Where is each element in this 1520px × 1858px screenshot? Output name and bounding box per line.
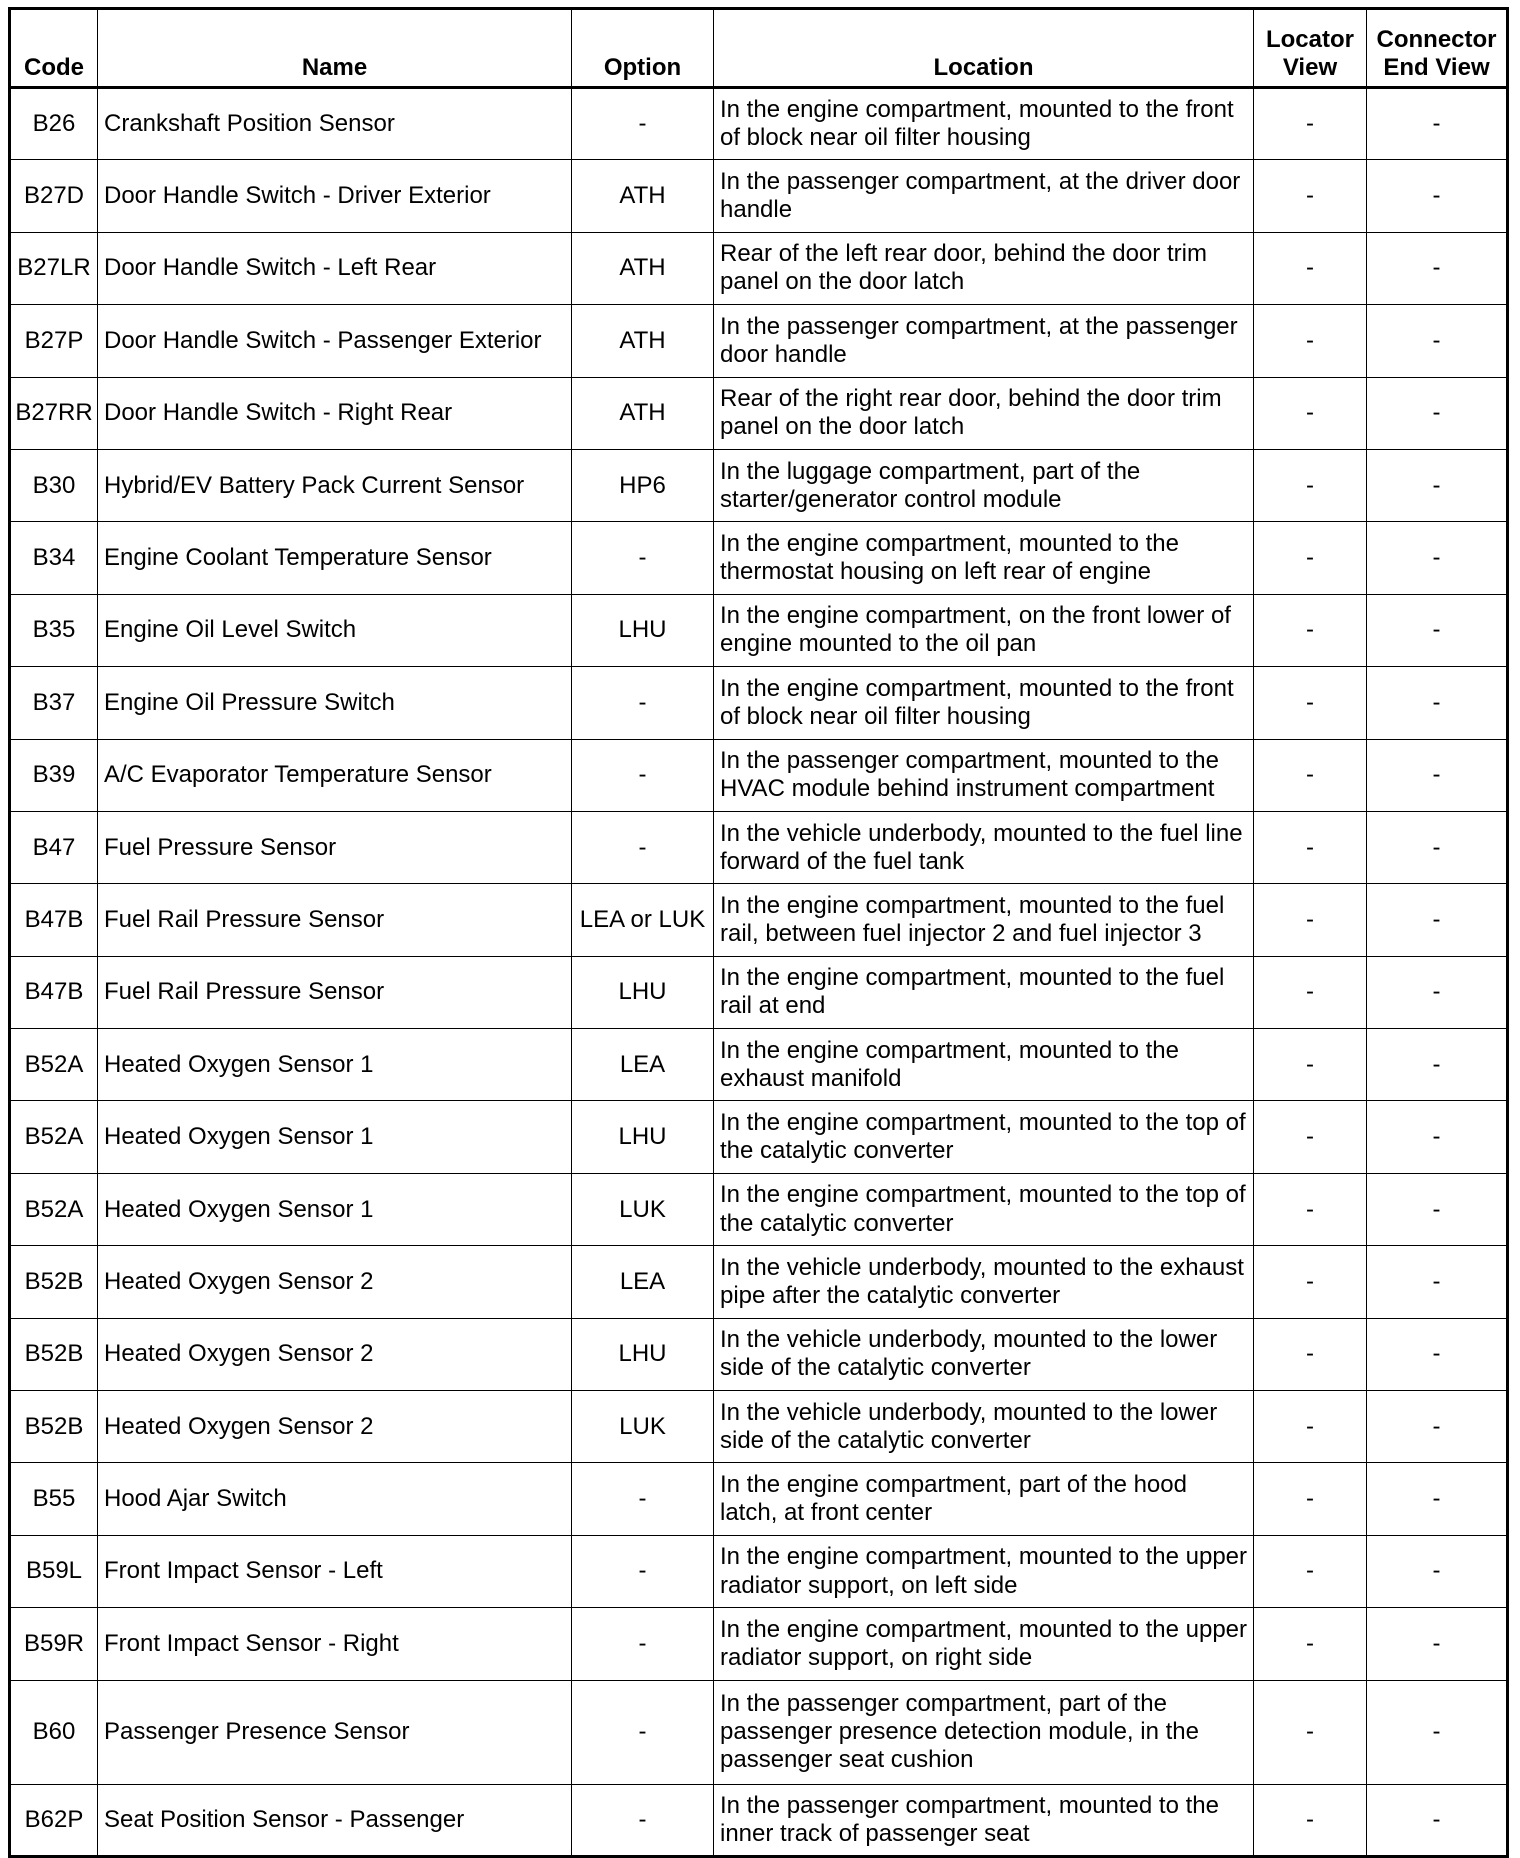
cell-location: In the passenger compartment, at the passenger door handle (714, 305, 1254, 377)
header-option: Option (572, 9, 714, 88)
cell-option: ATH (572, 305, 714, 377)
cell-option: - (572, 522, 714, 594)
cell-locator-view: - (1254, 1318, 1367, 1390)
table-row (10, 1246, 1508, 1318)
cell-locator-view: - (1254, 160, 1367, 232)
cell-connector-end-view: - (1367, 377, 1508, 449)
table-row (10, 88, 1508, 160)
cell-locator-view: - (1254, 956, 1367, 1028)
cell-code: B47B (10, 884, 98, 956)
cell-option: LEA (572, 1029, 714, 1101)
cell-connector-end-view: - (1367, 1318, 1508, 1390)
cell-name: Door Handle Switch - Passenger Exterior (98, 305, 572, 377)
table-row (10, 956, 1508, 1028)
cell-name: Hybrid/EV Battery Pack Current Sensor (98, 449, 572, 521)
cell-code: B30 (10, 449, 98, 521)
cell-option: LHU (572, 1318, 714, 1390)
cell-locator-view: - (1254, 1535, 1367, 1607)
cell-connector-end-view: - (1367, 522, 1508, 594)
cell-connector-end-view: - (1367, 1784, 1508, 1856)
cell-location: Rear of the right rear door, behind the door trim panel on the door latch (714, 377, 1254, 449)
header-connector-end-view: Connector End View (1367, 9, 1508, 88)
cell-name: Front Impact Sensor - Left (98, 1535, 572, 1607)
cell-locator-view: - (1254, 88, 1367, 160)
cell-name: Fuel Rail Pressure Sensor (98, 884, 572, 956)
cell-name: Engine Oil Level Switch (98, 594, 572, 666)
cell-location: In the engine compartment, mounted to the front of block near oil filter housing (714, 88, 1254, 160)
table-row (10, 160, 1508, 232)
cell-locator-view: - (1254, 1246, 1367, 1318)
cell-location: In the engine compartment, mounted to the thermostat housing on left rear of engine (714, 522, 1254, 594)
cell-connector-end-view: - (1367, 1029, 1508, 1101)
cell-code: B27LR (10, 232, 98, 304)
cell-name: A/C Evaporator Temperature Sensor (98, 739, 572, 811)
cell-option: LEA or LUK (572, 884, 714, 956)
header-locator-view: Locator View (1254, 9, 1367, 88)
cell-name: Crankshaft Position Sensor (98, 88, 572, 160)
cell-location: In the engine compartment, mounted to the front of block near oil filter housing (714, 667, 1254, 739)
cell-option: ATH (572, 232, 714, 304)
cell-location: Rear of the left rear door, behind the door trim panel on the door latch (714, 232, 1254, 304)
table-row (10, 232, 1508, 304)
cell-locator-view: - (1254, 1029, 1367, 1101)
cell-name: Front Impact Sensor - Right (98, 1608, 572, 1680)
cell-connector-end-view: - (1367, 88, 1508, 160)
table-row (10, 1318, 1508, 1390)
cell-locator-view: - (1254, 884, 1367, 956)
cell-option: LEA (572, 1246, 714, 1318)
cell-location: In the engine compartment, part of the hood latch, at front center (714, 1463, 1254, 1535)
table-row (10, 1173, 1508, 1245)
cell-location: In the engine compartment, mounted to the upper radiator support, on left side (714, 1535, 1254, 1607)
cell-connector-end-view: - (1367, 1246, 1508, 1318)
cell-locator-view: - (1254, 811, 1367, 883)
cell-connector-end-view: - (1367, 1680, 1508, 1784)
cell-name: Engine Oil Pressure Switch (98, 667, 572, 739)
table-row (10, 1680, 1508, 1784)
cell-option: LUK (572, 1173, 714, 1245)
cell-code: B62P (10, 1784, 98, 1856)
cell-locator-view: - (1254, 1463, 1367, 1535)
cell-locator-view: - (1254, 449, 1367, 521)
cell-locator-view: - (1254, 739, 1367, 811)
table-row (10, 884, 1508, 956)
cell-code: B47B (10, 956, 98, 1028)
table-row (10, 1029, 1508, 1101)
cell-code: B47 (10, 811, 98, 883)
cell-option: - (572, 1535, 714, 1607)
cell-code: B27D (10, 160, 98, 232)
cell-locator-view: - (1254, 305, 1367, 377)
table-body (10, 88, 1508, 1857)
cell-name: Engine Coolant Temperature Sensor (98, 522, 572, 594)
table-row (10, 1608, 1508, 1680)
cell-locator-view: - (1254, 1608, 1367, 1680)
table-row (10, 522, 1508, 594)
cell-locator-view: - (1254, 232, 1367, 304)
cell-option: ATH (572, 160, 714, 232)
cell-location: In the vehicle underbody, mounted to the lower side of the catalytic converter (714, 1391, 1254, 1463)
cell-code: B39 (10, 739, 98, 811)
cell-name: Heated Oxygen Sensor 2 (98, 1391, 572, 1463)
cell-location: In the vehicle underbody, mounted to the lower side of the catalytic converter (714, 1318, 1254, 1390)
cell-connector-end-view: - (1367, 1463, 1508, 1535)
table-row (10, 1535, 1508, 1607)
cell-location: In the engine compartment, mounted to the fuel rail at end (714, 956, 1254, 1028)
cell-connector-end-view: - (1367, 1535, 1508, 1607)
cell-location: In the vehicle underbody, mounted to the fuel line forward of the fuel tank (714, 811, 1254, 883)
cell-locator-view: - (1254, 1784, 1367, 1856)
component-locator-table (8, 7, 1509, 1858)
cell-locator-view: - (1254, 1101, 1367, 1173)
cell-connector-end-view: - (1367, 811, 1508, 883)
cell-option: LHU (572, 956, 714, 1028)
table-row (10, 1784, 1508, 1856)
cell-option: - (572, 811, 714, 883)
cell-connector-end-view: - (1367, 667, 1508, 739)
table-row (10, 449, 1508, 521)
cell-code: B35 (10, 594, 98, 666)
cell-connector-end-view: - (1367, 884, 1508, 956)
cell-option: - (572, 667, 714, 739)
cell-location: In the passenger compartment, part of the passenger presence detection module, in the passenger seat cushion (714, 1680, 1254, 1784)
cell-name: Heated Oxygen Sensor 2 (98, 1318, 572, 1390)
cell-code: B52B (10, 1391, 98, 1463)
cell-option: - (572, 1784, 714, 1856)
cell-code: B60 (10, 1680, 98, 1784)
table-row (10, 667, 1508, 739)
cell-name: Passenger Presence Sensor (98, 1680, 572, 1784)
table-row (10, 377, 1508, 449)
cell-location: In the passenger compartment, at the driver door handle (714, 160, 1254, 232)
cell-location: In the engine compartment, mounted to the fuel rail, between fuel injector 2 and fuel injector 3 (714, 884, 1254, 956)
cell-location: In the passenger compartment, mounted to the HVAC module behind instrument compartment (714, 739, 1254, 811)
cell-location: In the luggage compartment, part of the starter/generator control module (714, 449, 1254, 521)
header-name: Name (98, 9, 572, 88)
cell-name: Door Handle Switch - Left Rear (98, 232, 572, 304)
cell-option: ATH (572, 377, 714, 449)
cell-name: Fuel Rail Pressure Sensor (98, 956, 572, 1028)
cell-name: Heated Oxygen Sensor 2 (98, 1246, 572, 1318)
cell-connector-end-view: - (1367, 1173, 1508, 1245)
cell-locator-view: - (1254, 1680, 1367, 1784)
cell-location: In the engine compartment, on the front lower of engine mounted to the oil pan (714, 594, 1254, 666)
table-row (10, 1391, 1508, 1463)
cell-location: In the passenger compartment, mounted to the inner track of passenger seat (714, 1784, 1254, 1856)
cell-code: B52B (10, 1318, 98, 1390)
table-row (10, 594, 1508, 666)
table-row (10, 811, 1508, 883)
cell-connector-end-view: - (1367, 232, 1508, 304)
cell-code: B55 (10, 1463, 98, 1535)
cell-code: B26 (10, 88, 98, 160)
cell-locator-view: - (1254, 594, 1367, 666)
header-code: Code (10, 9, 98, 88)
cell-connector-end-view: - (1367, 594, 1508, 666)
cell-location: In the vehicle underbody, mounted to the exhaust pipe after the catalytic converter (714, 1246, 1254, 1318)
cell-locator-view: - (1254, 377, 1367, 449)
cell-code: B52A (10, 1101, 98, 1173)
cell-locator-view: - (1254, 667, 1367, 739)
cell-connector-end-view: - (1367, 449, 1508, 521)
cell-code: B27RR (10, 377, 98, 449)
table-row (10, 1101, 1508, 1173)
cell-code: B34 (10, 522, 98, 594)
cell-connector-end-view: - (1367, 739, 1508, 811)
cell-code: B52B (10, 1246, 98, 1318)
cell-name: Heated Oxygen Sensor 1 (98, 1173, 572, 1245)
cell-name: Door Handle Switch - Driver Exterior (98, 160, 572, 232)
table-row (10, 739, 1508, 811)
cell-code: B52A (10, 1029, 98, 1101)
cell-code: B59R (10, 1608, 98, 1680)
cell-option: - (572, 1463, 714, 1535)
cell-option: HP6 (572, 449, 714, 521)
header-location: Location (714, 9, 1254, 88)
cell-option: - (572, 739, 714, 811)
cell-location: In the engine compartment, mounted to the upper radiator support, on right side (714, 1608, 1254, 1680)
cell-name: Fuel Pressure Sensor (98, 811, 572, 883)
cell-connector-end-view: - (1367, 956, 1508, 1028)
cell-name: Heated Oxygen Sensor 1 (98, 1029, 572, 1101)
cell-name: Hood Ajar Switch (98, 1463, 572, 1535)
table-row (10, 305, 1508, 377)
header-row (10, 9, 1508, 88)
cell-option: - (572, 1608, 714, 1680)
cell-code: B59L (10, 1535, 98, 1607)
cell-location: In the engine compartment, mounted to the top of the catalytic converter (714, 1101, 1254, 1173)
cell-code: B37 (10, 667, 98, 739)
cell-code: B27P (10, 305, 98, 377)
cell-option: - (572, 1680, 714, 1784)
cell-name: Seat Position Sensor - Passenger (98, 1784, 572, 1856)
table-row (10, 1463, 1508, 1535)
cell-option: LHU (572, 1101, 714, 1173)
cell-location: In the engine compartment, mounted to the exhaust manifold (714, 1029, 1254, 1101)
cell-connector-end-view: - (1367, 1101, 1508, 1173)
cell-option: LHU (572, 594, 714, 666)
table-header (10, 9, 1508, 88)
cell-connector-end-view: - (1367, 305, 1508, 377)
cell-option: LUK (572, 1391, 714, 1463)
cell-option: - (572, 88, 714, 160)
cell-locator-view: - (1254, 1173, 1367, 1245)
cell-locator-view: - (1254, 522, 1367, 594)
cell-code: B52A (10, 1173, 98, 1245)
cell-name: Door Handle Switch - Right Rear (98, 377, 572, 449)
cell-connector-end-view: - (1367, 160, 1508, 232)
cell-location: In the engine compartment, mounted to the top of the catalytic converter (714, 1173, 1254, 1245)
cell-name: Heated Oxygen Sensor 1 (98, 1101, 572, 1173)
cell-locator-view: - (1254, 1391, 1367, 1463)
cell-connector-end-view: - (1367, 1391, 1508, 1463)
cell-connector-end-view: - (1367, 1608, 1508, 1680)
